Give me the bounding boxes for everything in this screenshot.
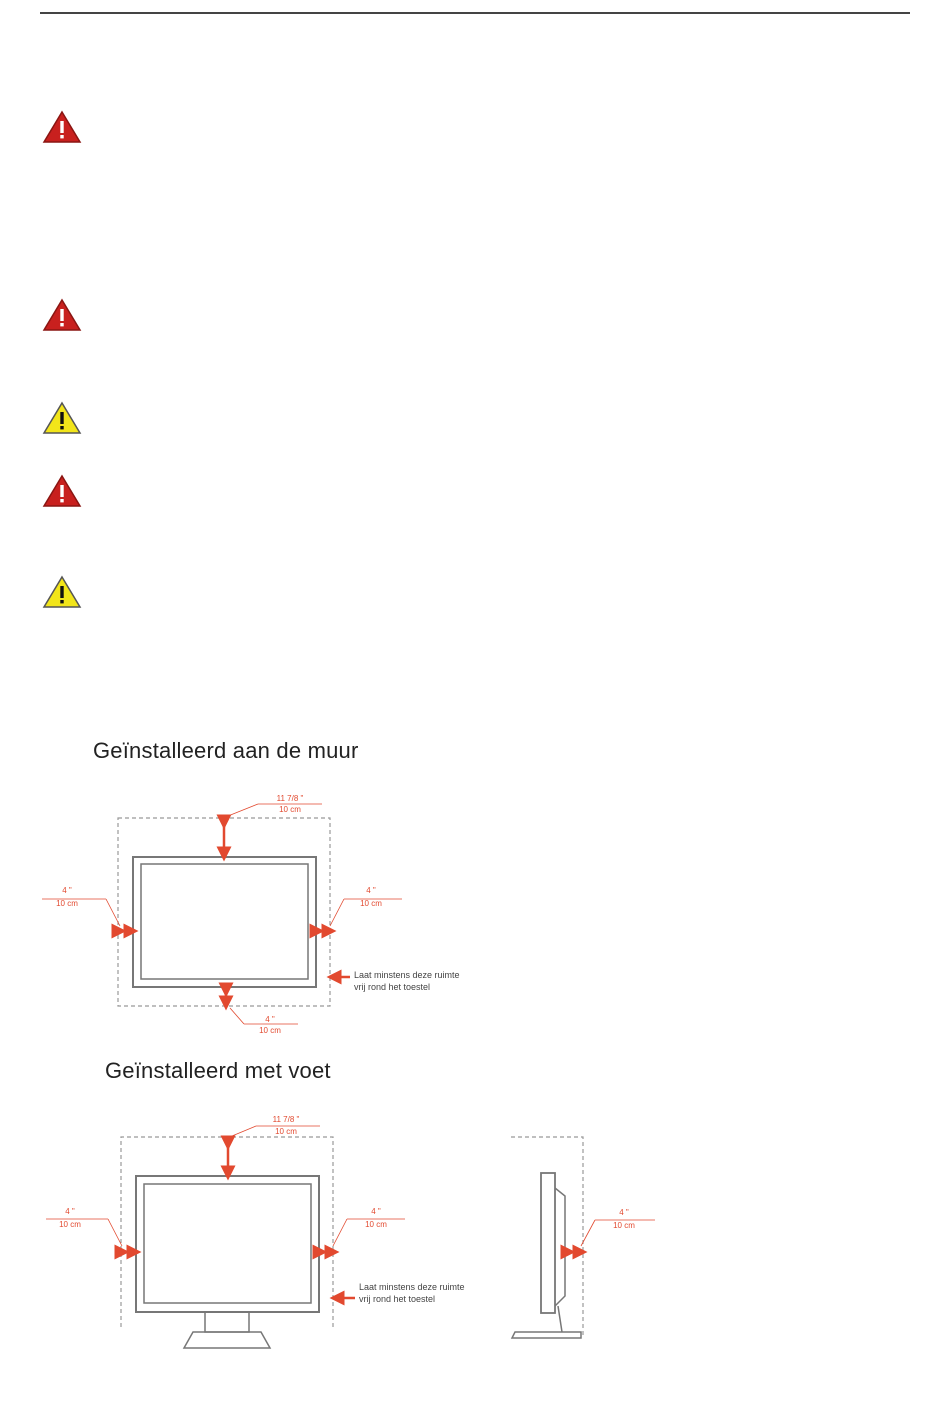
monitor-screen [141,864,308,979]
monitor-neck [205,1312,249,1332]
monitor-outline [133,857,316,987]
note-line-2: vrij rond het toestel [354,982,431,992]
warning-red-icon [42,110,82,144]
monitor-outline [136,1176,319,1312]
side-clearance-cm: 10 cm [613,1221,635,1230]
note-line-1: Laat minstens deze ruimte [354,970,460,980]
right-clearance-inch: 4 " [371,1207,381,1216]
heading-stand-mounted: Geïnstalleerd met voet [105,1058,331,1083]
right-clearance-cm: 10 cm [360,899,382,908]
top-rule [40,12,910,14]
left-clearance-inch: 4 " [65,1207,75,1216]
top-clearance-inch: 11 7/8 " [276,794,304,803]
left-clearance-cm: 10 cm [59,1220,81,1229]
top-clearance-cm: 10 cm [279,805,301,814]
stand-clearance-diagram [0,1100,700,1360]
wall-clearance-diagram [0,780,520,1040]
right-clearance-cm: 10 cm [365,1220,387,1229]
side-clearance-boundary [511,1137,583,1335]
left-clearance-cm: 10 cm [56,899,78,908]
monitor-base [184,1332,270,1348]
top-clearance-inch: 11 7/8 " [272,1115,300,1124]
side-monitor-panel [541,1173,555,1313]
heading-wall-mounted: Geïnstalleerd aan de muur [93,738,359,763]
warning-red-icon [42,298,82,332]
left-clearance-inch: 4 " [62,886,72,895]
caution-yellow-icon [42,575,82,609]
side-clearance-inch: 4 " [619,1208,629,1217]
side-monitor-back [555,1188,565,1306]
bottom-clearance-cm: 10 cm [259,1026,281,1035]
caution-yellow-icon [42,401,82,435]
note-line-2: vrij rond het toestel [359,1294,436,1304]
side-stand-base [512,1332,581,1338]
right-clearance-inch: 4 " [366,886,376,895]
warning-red-icon [42,474,82,508]
monitor-screen [144,1184,311,1303]
note-line-1: Laat minstens deze ruimte [359,1282,465,1292]
top-clearance-cm: 10 cm [275,1127,297,1136]
side-stand-neck [558,1306,562,1332]
bottom-clearance-inch: 4 " [265,1015,275,1024]
